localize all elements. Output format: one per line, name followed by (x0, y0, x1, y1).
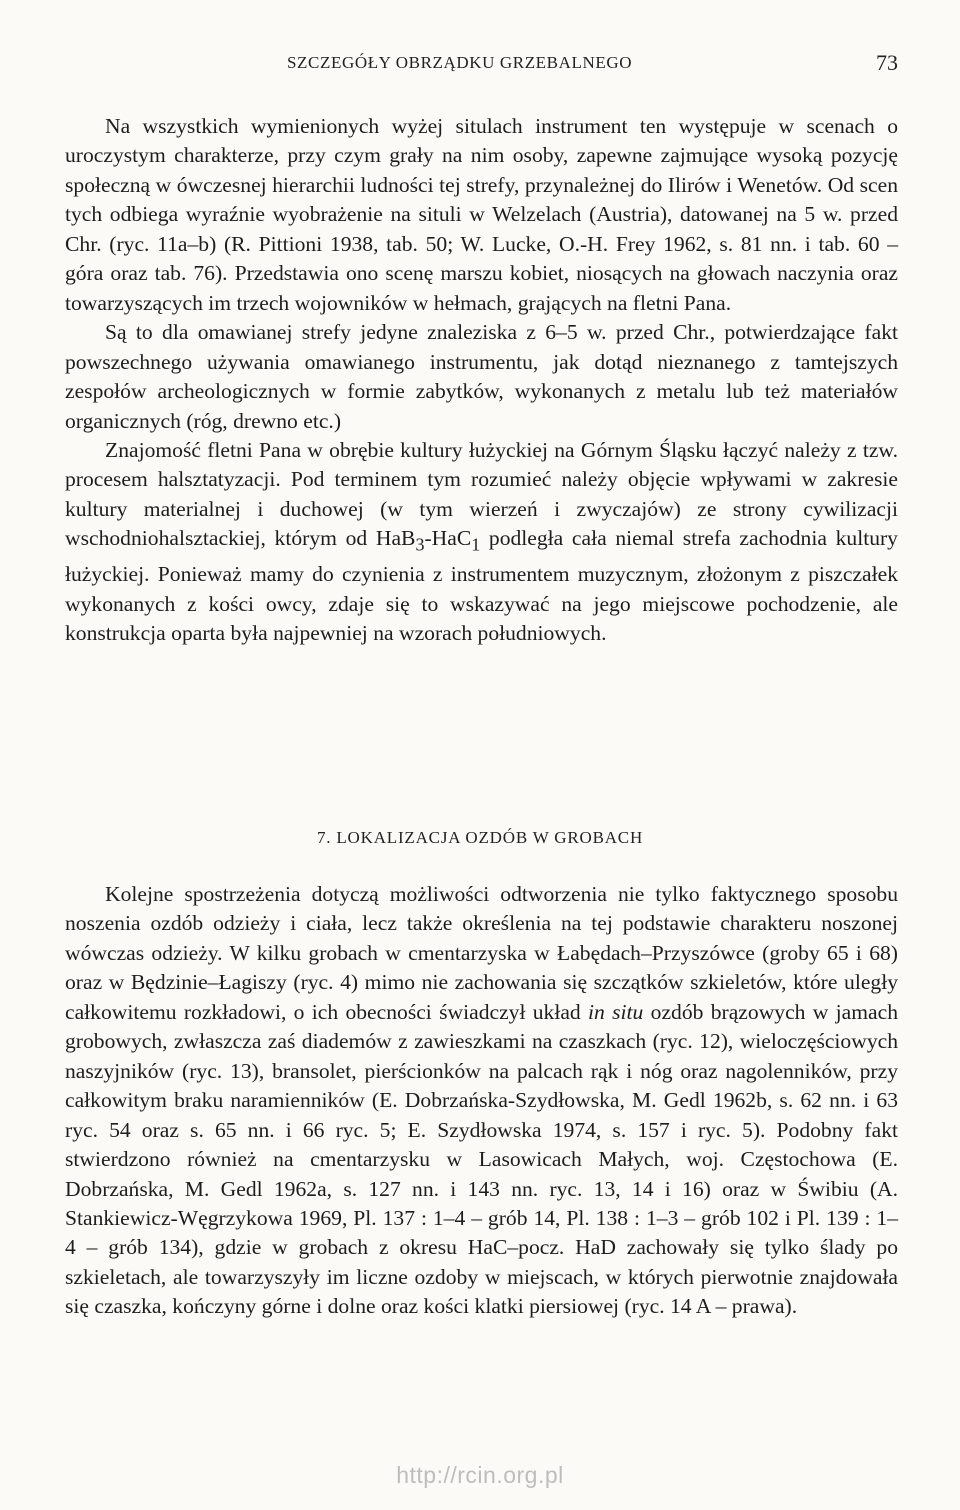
text-span: Kolejne spostrzeżenia dotyczą możliwości odtworzenia nie tylko faktycznego sposobu noszenia ozdób odzieży i ciała, lecz także określenia na tej podstawie charakteru noszonej wówczas odzieży. W kilku grobach w cmentarzyska w Łabędach–Przyszówce (groby 65 i 68) oraz w Będzinie–Łagiszy (ryc. 4) mimo nie zachowania się szczątków szkieletów, które uległy całkowitemu rozkładowi, o ich obecności świadczył układ (65, 882, 898, 1024)
page-header (287, 50, 898, 84)
running-head: SZCZEGÓŁY OBRZĄDKU GRZEBALNEGO (287, 53, 633, 72)
paragraph (65, 880, 898, 1322)
paragraph: Są to dla omawianej strefy jedyne znaleziska z 6–5 w. przed Chr., potwierdzające fakt powszechnego używania omawianego instrumentu, jak dotąd nieznanego z tamtejszych zespołów archeologicznych w formie zabytków, wykonanych z metalu lub też materiałów organicznych (róg, drewno etc.) (65, 320, 898, 433)
paragraph: Na wszystkich wymienionych wyżej situlach instrument ten występuje w scenach o uroczystym charakterze, przy czym grały na nim osoby, zapewne zajmujące wysoką pozycję społeczną w ówczesnej hierarchii ludności tej strefy, przynależnej do Ilirów i Wenetów. Od scen tych odbiega wyraźnie wyobrażenie na situli w Welzelach (Austria), datowanej na 5 w. przed Chr. (ryc. 11a–b) (R. Pittioni 1938, tab. 50; W. Lucke, O.-H. Frey 1962, s. 81 nn. i tab. 60 – góra oraz tab. 76). Przedstawia ono scenę marszu kobiet, niosących na głowach naczynia oraz towarzyszących im trzech wojowników w hełmach, grających na fletni Pana. (65, 114, 898, 315)
section-title: 7. LOKALIZACJA OZDÓB W GROBACH (316, 828, 644, 847)
subscript: 1 (471, 534, 481, 555)
text-span: Znajomość fletni Pana w obrębie kultury łużyckiej na Górnym Śląsku łączyć należy z tzw. procesem halsztatyzacji. Pod terminem tym rozumieć należy objęcie wpływami w zakresie kultury materialnej i duchowej (w tym wierzeń i zwyczajów) ze strony cywilizacji wschodniohalsztackiej, którym od HaB (65, 437, 898, 551)
text-span: -HaC (424, 526, 472, 551)
text-span: podległa cała niemal strefa zachodnia kultury łużyckiej. Ponieważ mamy do czynienia z instrumentem muzycznym, złożonym z piszczałek wykonanych z kości owcy, zdaje się to wskazywać na jego miejscowe pochodzenie, ale konstrukcja oparta była najpewniej na wzorach południowych. (65, 526, 898, 646)
subscript: 3 (415, 534, 425, 555)
source-url: http://rcin.org.pl (396, 1462, 564, 1488)
paragraph (65, 436, 898, 648)
section-body-1 (65, 112, 898, 648)
italic-term: in situ (588, 999, 644, 1024)
page-number: 73 (876, 50, 898, 75)
section-body-2 (65, 880, 898, 1322)
text-span: ozdób brązowych w jamach grobowych, zwłaszcza zaś diademów z zawieszkami na czaszkach (ryc. 12), wieloczęściowych naszyjników (ryc. 13), bransolet, pierścionków na palcach rąk i nóg oraz nagolenników, przy całkowitym braku naramienników (E. Dobrzańska-Szydłowska, M. Gedl 1962b, s. 62 nn. i 63 ryc. 54 oraz s. 65 nn. i 66 ryc. 5; E. Szydłowska 1974, s. 157 i ryc. 5). Podobny fakt stwierdzono również na cmentarzysku w Lasowicach Małych, woj. Częstochowa (E. Dobrzańska, M. Gedl 1962a, s. 127 nn. i 143 nn. ryc. 13, 14 i 16) oraz w Świbiu (A. Stankiewicz-Węgrzykowa 1969, Pl. 137 : 1–4 – grób 14, Pl. 138 : 1–3 – grób 102 i Pl. 139 : 1–4 – grób 134), gdzie w grobach z okresu HaC–pocz. HaD zachowały się tylko ślady po szkieletach, ale towarzyszyły im liczne ozdoby w miejscach, w których pierwotnie znajdowała się czaszka, kończyny górne i dolne oraz kości klatki piersiowej (ryc. 14 A – prawa). (65, 999, 899, 1319)
